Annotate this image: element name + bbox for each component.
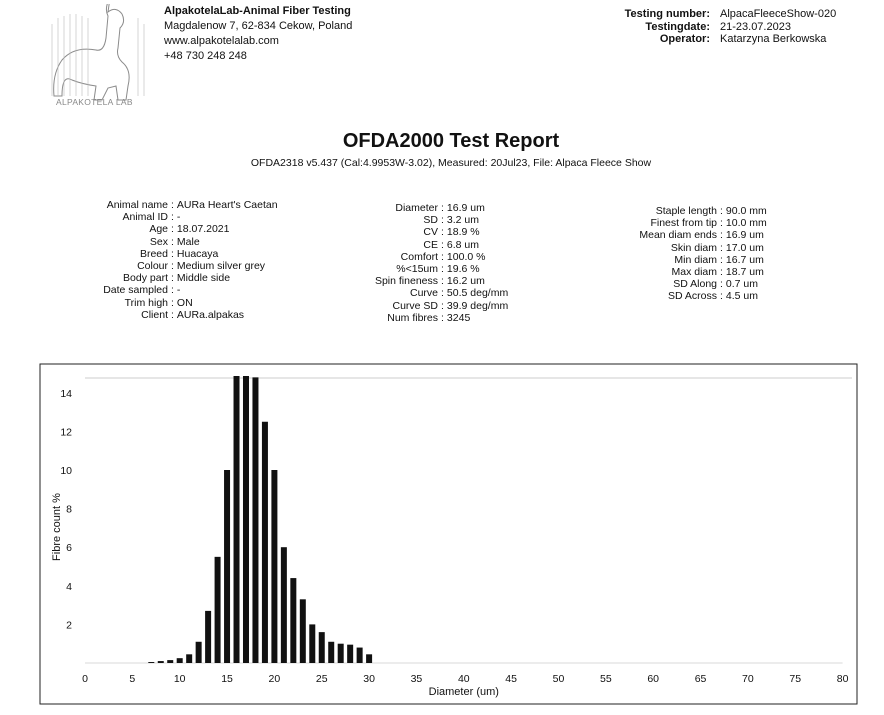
staple-stat xyxy=(560,266,767,278)
histogram-bar xyxy=(309,624,315,663)
colon-separator: : xyxy=(441,275,444,288)
x-tick-label: 45 xyxy=(505,673,517,685)
animal-field-label: Trim high xyxy=(124,296,168,309)
animal-field-label: Animal name xyxy=(106,199,168,211)
animal-field xyxy=(60,223,278,235)
test-info-value: AlpacaFleeceShow-020 xyxy=(720,8,837,20)
fibre-stat-label: %<15um xyxy=(396,263,438,276)
report-subtitle: OFDA2318 v5.437 (Cal:4.9953W-3.02), Measured: 20Jul23, File: Alpaca Fleece Show xyxy=(250,157,652,169)
colon-separator: : xyxy=(441,311,444,324)
animal-field xyxy=(60,248,278,260)
histogram-bar xyxy=(167,660,173,663)
company-website: www.alpakotelalab.com xyxy=(164,35,279,47)
fibre-stat xyxy=(340,300,508,312)
colon-separator: : xyxy=(441,263,444,276)
y-tick-label: 12 xyxy=(60,426,72,439)
staple-stat xyxy=(560,242,767,254)
fibre-stat-value: 16.2 um xyxy=(446,275,485,288)
animal-field-label: Date sampled xyxy=(103,284,168,297)
company-address: Magdalenow 7, 62-834 Cekow, Poland xyxy=(164,20,353,32)
histogram-bar xyxy=(338,644,344,663)
test-info-row xyxy=(560,33,836,46)
colon-separator: : xyxy=(171,235,174,248)
histogram-bar xyxy=(186,654,192,663)
fibre-stat-value: 100.0 % xyxy=(446,250,486,263)
colon-separator: : xyxy=(441,202,444,214)
staple-stat-label: SD Along xyxy=(673,278,717,291)
fibre-stat-value: 19.6 % xyxy=(446,263,480,276)
fibre-stat-value: 3.2 um xyxy=(446,214,480,227)
colon-separator: : xyxy=(171,211,174,224)
fibre-stat xyxy=(340,275,508,287)
colon-separator: : xyxy=(720,229,723,242)
colon-separator: : xyxy=(720,266,723,279)
animal-details xyxy=(60,199,278,321)
colon-separator: : xyxy=(720,241,723,254)
fibre-stat-label: Num fibres xyxy=(387,311,438,324)
test-info-label: Operator: xyxy=(659,33,710,45)
fibre-stat-label: Curve SD xyxy=(392,299,438,312)
alpaca-logo xyxy=(38,4,156,112)
staple-stat xyxy=(560,254,767,266)
colon-separator: : xyxy=(171,272,174,285)
animal-field xyxy=(60,297,278,309)
test-info-value: Katarzyna Berkowska xyxy=(720,33,827,45)
fibre-stat xyxy=(340,287,508,299)
animal-field-label: Body part xyxy=(123,272,168,285)
x-tick-label: 50 xyxy=(552,673,565,685)
histogram-bar xyxy=(252,377,258,663)
report-title: OFDA2000 Test Report xyxy=(342,130,560,152)
fibre-stat-value: 16.9 um xyxy=(446,202,485,214)
fibre-stat-label: Curve xyxy=(409,287,438,300)
x-tick-label: 70 xyxy=(742,673,754,685)
fibre-stat-value: 3245 xyxy=(446,311,471,324)
y-tick-label: 2 xyxy=(66,619,72,632)
colon-separator: : xyxy=(720,217,723,230)
fibre-stat-value: 6.8 um xyxy=(446,238,480,251)
x-tick-label: 5 xyxy=(129,673,136,685)
fibre-stat-label: Diameter xyxy=(395,202,438,214)
animal-field-label: Client xyxy=(141,308,168,321)
x-tick-label: 0 xyxy=(82,673,88,685)
staple-statistics xyxy=(560,205,767,303)
logo-caption: ALPAKOTELA LAB xyxy=(56,97,133,107)
x-tick-label: 20 xyxy=(268,673,281,685)
staple-stat xyxy=(560,278,767,290)
x-tick-label: 10 xyxy=(173,673,186,685)
histogram-bar xyxy=(205,611,211,663)
x-tick-label: 25 xyxy=(315,673,328,685)
histogram-bar xyxy=(271,470,277,663)
test-info-label: Testing number: xyxy=(624,8,710,20)
staple-stat xyxy=(560,229,767,241)
animal-field xyxy=(60,236,278,248)
fibre-stat xyxy=(340,202,508,214)
colon-separator: : xyxy=(171,284,174,297)
colon-separator: : xyxy=(171,223,174,236)
colon-separator: : xyxy=(171,247,174,260)
colon-separator: : xyxy=(441,238,444,251)
fibre-stat-label: Comfort xyxy=(400,250,438,263)
colon-separator: : xyxy=(441,250,444,263)
animal-field xyxy=(60,272,278,284)
staple-stat-value: 16.7 um xyxy=(725,253,764,266)
fibre-stat-label: CE xyxy=(423,238,438,251)
fibre-stat-value: 50.5 deg/mm xyxy=(446,287,509,300)
x-tick-label: 75 xyxy=(789,673,802,685)
y-tick-label: 4 xyxy=(66,580,72,593)
histogram-bar xyxy=(347,645,353,663)
test-info-row xyxy=(560,21,836,34)
staple-stat-label: Finest from tip xyxy=(650,217,717,230)
chart-frame xyxy=(40,364,857,704)
test-info-row xyxy=(560,8,836,21)
fibre-stat-value: 18.9 % xyxy=(446,226,480,239)
company-phone: +48 730 248 248 xyxy=(164,50,247,62)
histogram-bar xyxy=(158,661,164,663)
histogram-bar xyxy=(328,642,334,663)
x-tick-label: 80 xyxy=(836,673,849,685)
fibre-stat-value: 39.9 deg/mm xyxy=(446,299,509,312)
animal-field-label: Age xyxy=(149,223,168,236)
animal-field xyxy=(60,211,278,223)
colon-separator: : xyxy=(720,253,723,266)
staple-stat-value: 10.0 mm xyxy=(725,217,767,230)
fibre-stat xyxy=(340,263,508,275)
test-info-value: 21-23.07.2023 xyxy=(720,20,791,33)
fibre-stat xyxy=(340,251,508,263)
colon-separator: : xyxy=(720,205,723,217)
staple-stat-value: 18.7 um xyxy=(725,266,764,279)
y-axis-label: Fibre count % xyxy=(51,493,63,561)
animal-field-value: AURa Heart's Caetan xyxy=(176,199,278,211)
x-tick-label: 30 xyxy=(363,673,375,685)
histogram-bar xyxy=(366,654,372,663)
colon-separator: : xyxy=(171,260,174,273)
animal-field-value: Medium silver grey xyxy=(176,260,266,273)
animal-field-value: - xyxy=(176,211,181,224)
test-info-label: Testingdate: xyxy=(645,20,710,33)
staple-stat-label: Min diam xyxy=(674,253,717,266)
fibre-stat xyxy=(340,226,508,238)
x-tick-label: 15 xyxy=(221,673,233,685)
staple-stat-value: 17.0 um xyxy=(725,241,764,254)
colon-separator: : xyxy=(720,290,723,303)
staple-stat xyxy=(560,290,767,302)
animal-field-label: Sex xyxy=(149,235,168,248)
histogram-bar xyxy=(319,632,325,663)
colon-separator: : xyxy=(441,299,444,312)
staple-stat-value: 90.0 mm xyxy=(725,205,767,217)
animal-field-value: Huacaya xyxy=(176,247,219,260)
fibre-stat xyxy=(340,214,508,226)
histogram-bar xyxy=(357,648,363,663)
colon-separator: : xyxy=(441,287,444,300)
y-tick-label: 10 xyxy=(60,465,72,477)
animal-field xyxy=(60,260,278,272)
x-tick-label: 60 xyxy=(647,673,660,685)
y-tick-label: 8 xyxy=(66,503,72,516)
x-tick-label: 35 xyxy=(410,673,423,685)
colon-separator: : xyxy=(171,308,174,321)
staple-stat-value: 4.5 um xyxy=(725,290,759,303)
histogram-bar xyxy=(243,376,249,663)
histogram-bar xyxy=(281,547,287,663)
fibre-statistics xyxy=(340,202,508,324)
colon-separator: : xyxy=(441,214,444,227)
x-tick-label: 55 xyxy=(600,673,612,685)
staple-stat-label: Max diam xyxy=(671,266,717,279)
y-tick-label: 14 xyxy=(60,387,72,400)
histogram-bar xyxy=(196,642,202,663)
colon-separator: : xyxy=(441,226,444,239)
staple-stat-value: 0.7 um xyxy=(725,278,759,291)
fibre-stat xyxy=(340,239,508,251)
staple-stat-label: Skin diam xyxy=(670,241,717,254)
y-tick-label: 6 xyxy=(66,542,72,555)
staple-stat xyxy=(560,205,767,217)
animal-field-value: Middle side xyxy=(176,272,231,285)
test-info xyxy=(560,8,836,46)
animal-field-value: AURa.alpakas xyxy=(176,308,245,321)
animal-field-label: Animal ID xyxy=(122,211,168,224)
animal-field-value: - xyxy=(176,284,181,297)
histogram-bar xyxy=(300,599,306,663)
fibre-stat xyxy=(340,312,508,324)
histogram-bar xyxy=(262,422,268,663)
colon-separator: : xyxy=(171,199,174,211)
staple-stat-label: Staple length xyxy=(655,205,717,217)
staple-stat-label: Mean diam ends xyxy=(639,229,717,242)
fibre-stat-label: SD xyxy=(423,214,438,227)
staple-stat-value: 16.9 um xyxy=(725,229,764,242)
histogram-bar xyxy=(148,662,154,663)
histogram-bar xyxy=(290,578,296,663)
histogram-bar xyxy=(234,376,240,663)
fibre-stat-label: Spin fineness xyxy=(374,275,438,288)
fibre-stat-label: CV xyxy=(423,226,438,239)
animal-field-value: ON xyxy=(176,296,193,309)
animal-field xyxy=(60,284,278,296)
diameter-histogram xyxy=(38,362,860,707)
staple-stat xyxy=(560,217,767,229)
histogram-bar xyxy=(177,658,183,663)
animal-field-value: Male xyxy=(176,235,200,248)
staple-stat-label: SD Across xyxy=(667,290,717,303)
histogram-bar xyxy=(215,557,221,663)
animal-field xyxy=(60,309,278,321)
colon-separator: : xyxy=(720,278,723,291)
x-axis-label: Diameter (um) xyxy=(428,686,499,698)
animal-field-label: Colour xyxy=(137,260,168,273)
colon-separator: : xyxy=(171,296,174,309)
histogram-bar xyxy=(224,470,230,663)
animal-field xyxy=(60,199,278,211)
x-tick-label: 40 xyxy=(457,673,470,685)
x-tick-label: 65 xyxy=(694,673,707,685)
company-info xyxy=(164,4,352,64)
animal-field-value: 18.07.2021 xyxy=(176,223,230,236)
animal-field-label: Breed xyxy=(139,247,168,260)
company-name: AlpakotelaLab-Animal Fiber Testing xyxy=(164,5,351,17)
